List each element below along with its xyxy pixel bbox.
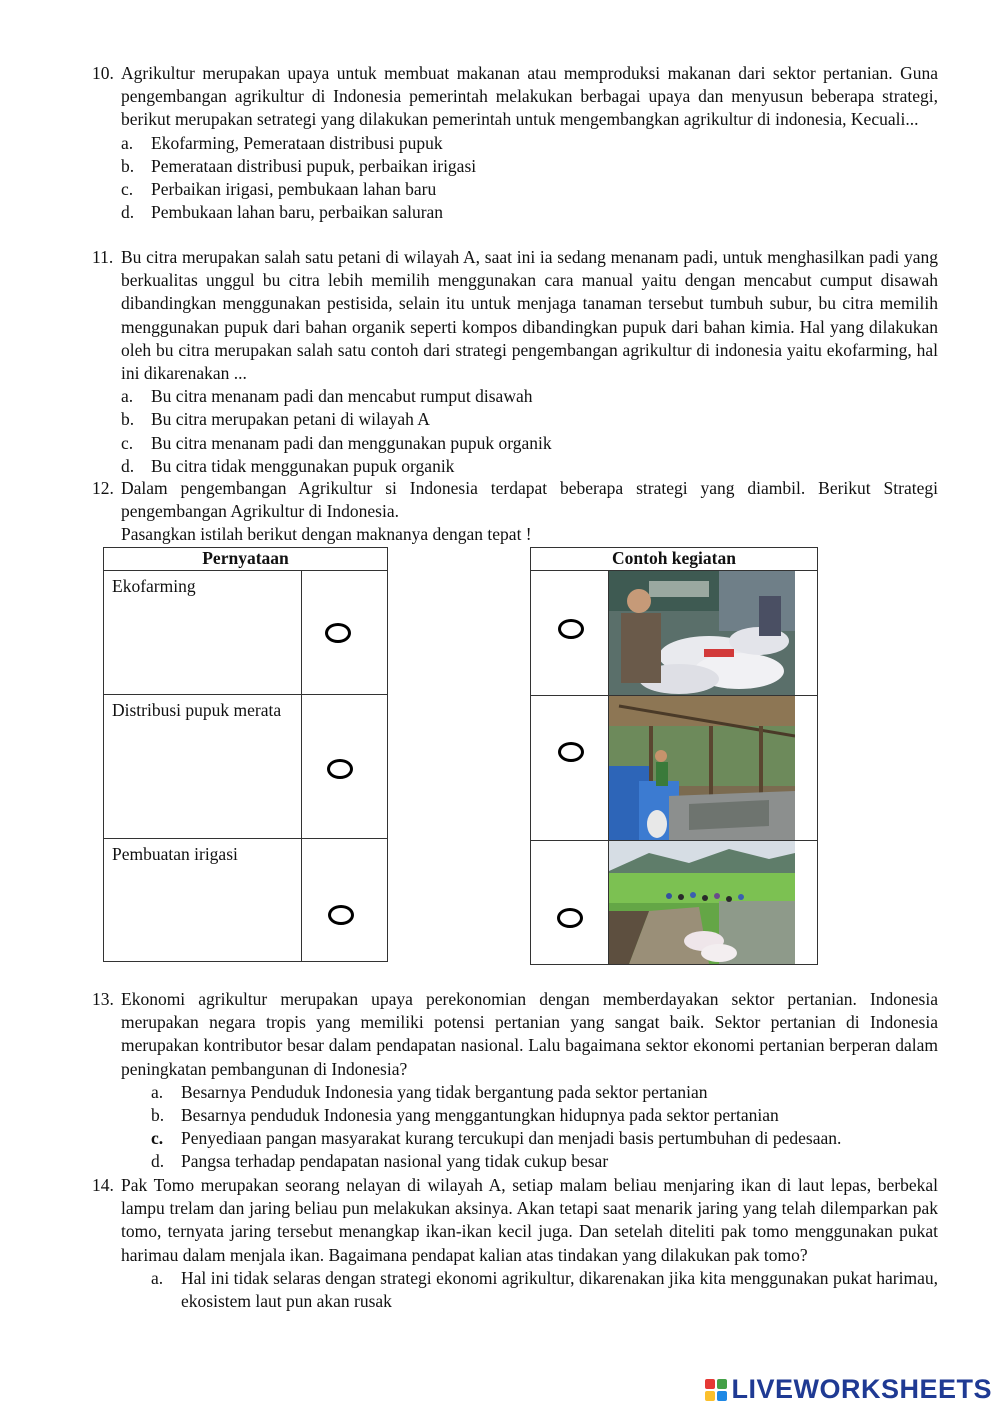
option-d: d. Bu citra tidak menggunakan pupuk organik — [121, 455, 455, 476]
question-number: 10. — [92, 63, 114, 83]
question-text: Dalam pengembangan Agrikultur si Indonesia terdapat beberapa strategi yang diambil. Berikut Strategi pengembangan Agrikultur di Indonesia. — [121, 478, 938, 522]
logo-square-3 — [705, 1391, 715, 1401]
option-b: b. Bu citra merupakan petani di wilayah A — [121, 409, 430, 430]
question-number: 14. — [92, 1175, 114, 1195]
question-11 — [92, 246, 938, 478]
option-c: c. Perbaikan irigasi, pembukaan lahan baru — [121, 179, 437, 200]
question-13 — [92, 988, 938, 1174]
match-point-left-3[interactable] — [328, 905, 354, 925]
match-point-right-1[interactable] — [558, 619, 584, 639]
question-number: 11. — [92, 247, 114, 267]
question-text: Bu citra merupakan salah satu petani di wilayah A, saat ini ia sedang menanam padi, untuk menghasilkan padi yang berkualitas unggul bu citra lebih memilih menggunakan cara manual yaitu dengan mencabut cumput disawah dibandingkan menggunakan pestisida, selain itu untuk menjaga tanaman tersebut tumbuh subur, bu citra memilih menggunakan pupuk dari bahan organik seperti kompos dibandingkan pupuk dari bahan kimia. Hal yang dilakukan oleh bu citra merupakan salah satu contoh dari strategi pengembangan agrikultur di indonesia yaitu ekofarming, hal ini dikarenakan ... — [121, 247, 938, 384]
question-number: 13. — [92, 989, 114, 1009]
irrigation-channel-photo — [609, 841, 795, 964]
match-point-right-2[interactable] — [558, 742, 584, 762]
option-a: a. Besarnya Penduduk Indonesia yang tidak bergantung pada sektor pertanian — [151, 1081, 708, 1102]
question-text: Ekonomi agrikultur merupakan upaya perekonomian dengan memberdayakan sektor pertanian. Indonesia merupakan negara tropis yang memiliki potensi pertanian yang sangat baik. Sektor pertanian di Indonesia merupakan kontributor besar dalam pendapatan nasional. Lalu bagaimana sektor ekonomi pertanian berperan dalam peningkatan pembangunan di Indonesia? — [121, 989, 938, 1079]
example-header: Contoh kegiatan — [531, 548, 818, 571]
match-point-right-3[interactable] — [557, 908, 583, 928]
logo-square-1 — [705, 1379, 715, 1389]
option-list — [121, 385, 938, 478]
question-number: 12. — [92, 478, 114, 498]
question-10 — [92, 62, 938, 224]
logo-icon — [705, 1379, 727, 1401]
logo-text: LIVEWORKSHEETS — [731, 1374, 992, 1404]
option-list — [151, 1081, 938, 1174]
option-list — [151, 1267, 938, 1313]
statement-ekofarming: Ekofarming — [104, 571, 302, 695]
option-a: a. Hal ini tidak selaras dengan strategi ekonomi agrikultur, dikarenakan jika kita menggunakan pukat harimau, ekosistem laut pun akan rusak — [151, 1267, 938, 1312]
option-b: b. Besarnya penduduk Indonesia yang menggantungkan hidupnya pada sektor pertanian — [151, 1105, 779, 1126]
option-list — [121, 132, 938, 225]
option-b: b. Pemerataan distribusi pupuk, perbaikan irigasi — [121, 155, 477, 176]
option-c: c. Bu citra menanam padi dan menggunakan pupuk organik — [121, 432, 552, 453]
option-d: d. Pangsa terhadap pendapatan nasional yang tidak cukup besar — [151, 1151, 609, 1172]
question-instruction: Pasangkan istilah berikut dengan maknanya dengan tepat ! — [121, 524, 532, 545]
liveworksheets-logo — [705, 1374, 992, 1405]
match-point-left-2[interactable] — [327, 759, 353, 779]
statement-header: Pernyataan — [104, 548, 388, 571]
statement-table — [103, 547, 388, 962]
option-a: a. Ekofarming, Pemerataan distribusi pupuk — [121, 132, 443, 153]
question-text: Pak Tomo merupakan seorang nelayan di wilayah A, setiap malam beliau menjaring ikan di laut lepas, berbekal lampu trelam dan jaring beliau pun melakukan aksinya. Akan tetapi saat menarik jaring yang telah dilemparkan pak tomo, ternyata jaring tersebut menangkap ikan-ikan kecil juga. Dan setelah diteliti pak tomo menggunakan pukat harimau dalam menjala ikan. Bagaimana pendapat kalian atas tindakan yang dilakukan pak tomo? — [121, 1175, 938, 1265]
statement-distribusi-pupuk: Distribusi pupuk merata — [104, 695, 302, 839]
example-table — [530, 547, 818, 965]
question-text: Agrikultur merupakan upaya untuk membuat makanan atau memproduksi makanan dari sektor pertanian. Guna pengembangan agrikultur di Indonesia pemerintah melakukan berbagai upaya dan menyusun beberapa strategi, berikut merupakan setrategi yang dilakukan pemerintah untuk mengembangkan agrikultur di indonesia, Kecuali... — [121, 63, 938, 130]
logo-square-4 — [717, 1391, 727, 1401]
option-d: d. Pembukaan lahan baru, perbaikan saluran — [121, 202, 444, 223]
option-c: c. Penyediaan pangan masyarakat kurang tercukupi dan menjadi basis pertumbuhan di pedesaan. — [151, 1128, 842, 1149]
match-point-left-1[interactable] — [325, 623, 351, 643]
option-a: a. Bu citra menanam padi dan mencabut rumput disawah — [121, 386, 533, 407]
question-14 — [92, 1174, 938, 1313]
compost-facility-photo — [609, 696, 795, 840]
logo-square-2 — [717, 1379, 727, 1389]
statement-pembuatan-irigasi: Pembuatan irigasi — [104, 839, 302, 962]
fertilizer-sacks-photo — [609, 571, 795, 695]
question-12 — [92, 477, 938, 547]
